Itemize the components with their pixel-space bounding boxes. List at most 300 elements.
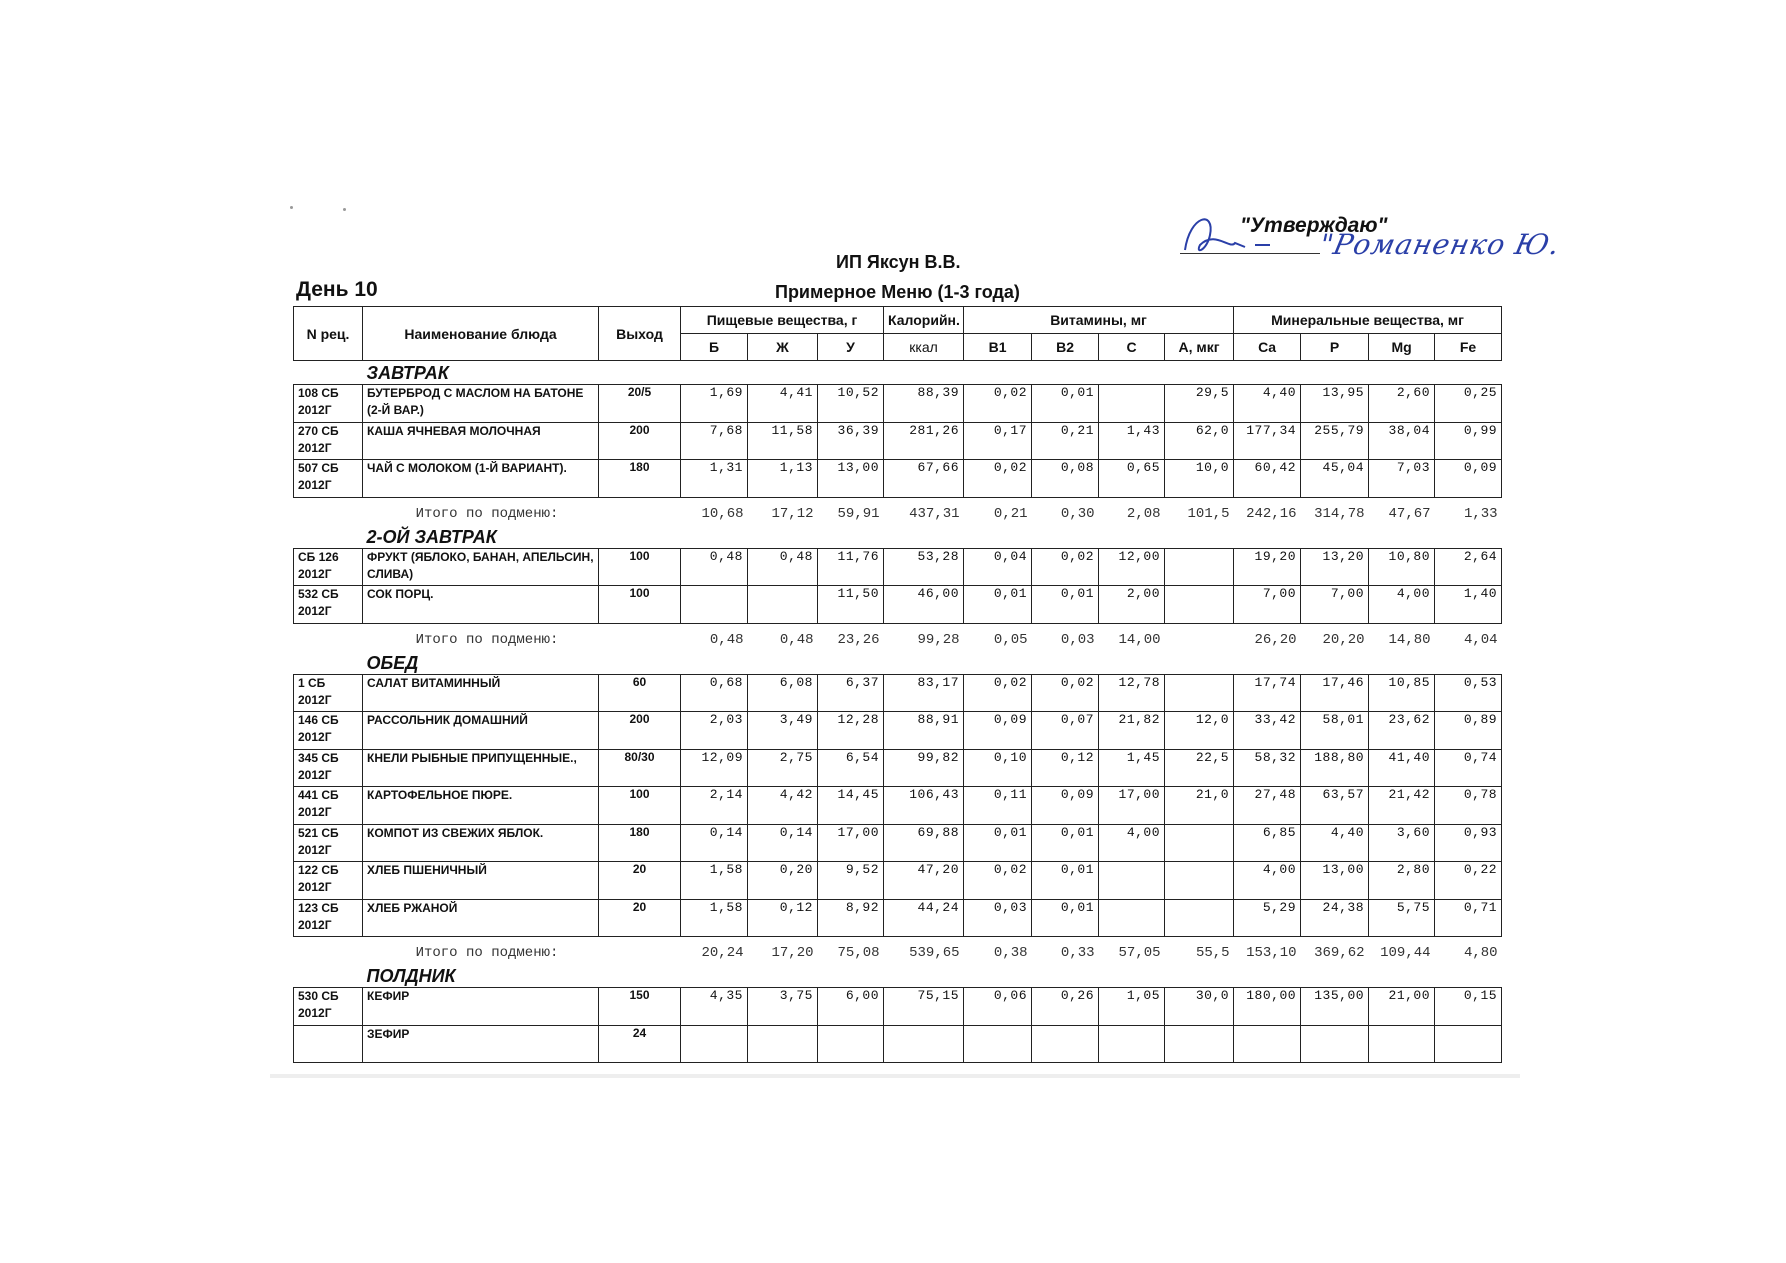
nutrient-value: 1,69 xyxy=(681,385,748,423)
nutrient-value: 1,05 xyxy=(1099,988,1165,1026)
nutrient-value: 6,00 xyxy=(818,988,884,1026)
subtotal-value: 23,26 xyxy=(837,631,880,648)
recipe-number xyxy=(294,824,363,862)
nutrient-value: 0,09 xyxy=(964,712,1032,750)
section-title: 2-ОЙ ЗАВТРАК xyxy=(366,526,497,547)
recipe-number-line: СБ 126 xyxy=(298,549,339,564)
nutrient-value: 4,42 xyxy=(748,787,818,825)
nutrient-value: 4,00 xyxy=(1234,862,1301,900)
section-header xyxy=(294,361,1502,385)
nutrient-value: 6,54 xyxy=(818,749,884,787)
nutrient-value: 17,00 xyxy=(818,824,884,862)
nutrient-value: 12,28 xyxy=(818,712,884,750)
nutrient-value xyxy=(1165,674,1234,712)
subtotal-value: 26,20 xyxy=(1254,631,1297,648)
organization-name: ИП Яксун В.В. xyxy=(836,252,961,272)
nutrient-value: 4,40 xyxy=(1234,385,1301,423)
nutrient-value: 13,00 xyxy=(818,460,884,498)
table-row xyxy=(294,899,1502,937)
nutrient-value: 75,15 xyxy=(884,988,964,1026)
recipe-number xyxy=(294,862,363,900)
col-b: Б xyxy=(681,334,748,361)
nutrient-value: 0,48 xyxy=(748,548,818,586)
recipe-number xyxy=(294,988,363,1026)
subtotal-row xyxy=(294,497,1502,524)
recipe-year-line: 2012Г xyxy=(298,604,332,618)
dish-name: КАША ЯЧНЕВАЯ МОЛОЧНАЯ xyxy=(363,422,599,460)
section-title: ПОЛДНИК xyxy=(366,966,456,986)
subtotal-value: 0,38 xyxy=(993,945,1028,962)
subtotal-value xyxy=(1165,623,1234,650)
recipe-number xyxy=(294,385,363,423)
nutrient-value xyxy=(1032,1025,1099,1063)
dish-output: 150 xyxy=(599,988,681,1026)
recipe-number-line: 123 СБ xyxy=(298,900,339,915)
recipe-number xyxy=(294,460,363,498)
dish-name: КОМПОТ ИЗ СВЕЖИХ ЯБЛОК. xyxy=(363,824,599,862)
dish-name: КЕФИР xyxy=(363,988,599,1026)
nutrient-value xyxy=(1234,1025,1301,1063)
nutrient-value: 1,43 xyxy=(1099,422,1165,460)
nutrient-value: 33,42 xyxy=(1234,712,1301,750)
nutrient-value: 0,02 xyxy=(1032,674,1099,712)
nutrient-value: 0,04 xyxy=(964,548,1032,586)
nutrient-value: 9,52 xyxy=(818,862,884,900)
nutrient-value: 38,04 xyxy=(1369,422,1435,460)
nutrient-value xyxy=(1301,1025,1369,1063)
nutrient-value: 1,31 xyxy=(681,460,748,498)
nutrient-value: 6,85 xyxy=(1234,824,1301,862)
table-row xyxy=(294,422,1502,460)
nutrient-value: 188,80 xyxy=(1301,749,1369,787)
nutrient-value: 0,01 xyxy=(1032,824,1099,862)
nutrient-value: 1,40 xyxy=(1435,586,1502,624)
subtotal-value: 55,5 xyxy=(1195,945,1230,962)
nutrient-value xyxy=(1165,586,1234,624)
recipe-year-line: 2012Г xyxy=(298,440,332,455)
recipe-year-line: 2012Г xyxy=(298,805,332,819)
nutrient-value: 0,09 xyxy=(1032,787,1099,825)
nutrient-value: 12,09 xyxy=(681,749,748,787)
dish-name: БУТЕРБРОД С МАСЛОМ НА БАТОНЕ (2-Й ВАР.) xyxy=(363,385,599,423)
nutrient-value: 19,20 xyxy=(1234,548,1301,586)
nutrient-value: 11,76 xyxy=(818,548,884,586)
nutrient-value: 0,22 xyxy=(1435,862,1502,900)
nutrient-value xyxy=(884,1025,964,1063)
subtotal-value: 369,62 xyxy=(1314,945,1365,962)
table-row xyxy=(294,988,1502,1026)
subtotal-value: 0,21 xyxy=(993,505,1028,522)
nutrient-value: 58,32 xyxy=(1234,749,1301,787)
recipe-year-line: 2012Г xyxy=(298,478,332,492)
nutrient-value: 4,41 xyxy=(748,385,818,423)
nutrient-value: 135,00 xyxy=(1301,988,1369,1026)
subtotal-value: 437,31 xyxy=(909,505,960,522)
subtotal-value: 539,65 xyxy=(909,945,960,962)
recipe-number xyxy=(294,899,363,937)
nutrient-value: 0,74 xyxy=(1435,749,1502,787)
nutrient-value: 12,0 xyxy=(1165,712,1234,750)
col-p: P xyxy=(1301,334,1369,361)
nutrient-value: 27,48 xyxy=(1234,787,1301,825)
nutrient-value: 0,68 xyxy=(681,674,748,712)
nutrient-value xyxy=(1099,385,1165,423)
nutrient-value: 0,99 xyxy=(1435,422,1502,460)
subtotal-value: 0,03 xyxy=(1060,631,1095,648)
dish-name: ФРУКТ (ЯБЛОКО, БАНАН, АПЕЛЬСИН, СЛИВА) xyxy=(363,548,599,586)
nutrient-value xyxy=(1369,1025,1435,1063)
col-kcal: ккал xyxy=(884,334,964,361)
nutrient-value: 0,14 xyxy=(681,824,748,862)
nutrient-value: 0,48 xyxy=(681,548,748,586)
col-rec: N рец. xyxy=(294,307,363,361)
dish-output: 20/5 xyxy=(599,385,681,423)
dish-output: 80/30 xyxy=(599,749,681,787)
nutrient-value: 10,80 xyxy=(1369,548,1435,586)
nutrient-value: 24,38 xyxy=(1301,899,1369,937)
recipe-year-line: 2012Г xyxy=(298,880,332,894)
table-row xyxy=(294,460,1502,498)
recipe-year-line: 2012Г xyxy=(298,566,332,581)
nutrient-value: 0,17 xyxy=(964,422,1032,460)
dish-output: 180 xyxy=(599,824,681,862)
nutrient-value: 99,82 xyxy=(884,749,964,787)
col-minerals: Минеральные вещества, мг xyxy=(1234,307,1502,334)
nutrient-value xyxy=(681,1025,748,1063)
nutrient-value: 30,0 xyxy=(1165,988,1234,1026)
subtotal-value: 4,80 xyxy=(1463,945,1498,962)
nutrient-value: 0,20 xyxy=(748,862,818,900)
nutrient-value: 281,26 xyxy=(884,422,964,460)
nutrient-value: 11,50 xyxy=(818,586,884,624)
dish-output: 100 xyxy=(599,787,681,825)
nutrient-value: 0,78 xyxy=(1435,787,1502,825)
nutrient-value: 4,00 xyxy=(1369,586,1435,624)
subtotal-value: 314,78 xyxy=(1314,505,1365,522)
nutrient-value: 0,12 xyxy=(1032,749,1099,787)
nutrient-value: 255,79 xyxy=(1301,422,1369,460)
nutrient-value: 0,01 xyxy=(1032,862,1099,900)
nutrient-value: 13,95 xyxy=(1301,385,1369,423)
nutrient-value: 2,64 xyxy=(1435,548,1502,586)
nutrient-value xyxy=(748,1025,818,1063)
subtotal-value: 14,00 xyxy=(1118,631,1161,648)
dish-name: СОК ПОРЦ. xyxy=(363,586,599,624)
nutrient-value: 2,03 xyxy=(681,712,748,750)
nutrient-value: 0,02 xyxy=(964,385,1032,423)
recipe-number xyxy=(294,712,363,750)
subtotal-value: 20,20 xyxy=(1322,631,1365,648)
recipe-year-line: 2012Г xyxy=(298,842,332,857)
nutrient-value: 0,01 xyxy=(964,824,1032,862)
subtotal-value: 1,33 xyxy=(1463,505,1498,522)
subtotal-value: 0,48 xyxy=(709,631,744,648)
section-header xyxy=(294,964,1502,988)
recipe-number xyxy=(294,586,363,624)
nutrient-value: 5,29 xyxy=(1234,899,1301,937)
recipe-number-line: 108 СБ xyxy=(298,386,339,400)
nutrient-value xyxy=(1099,862,1165,900)
col-c: C xyxy=(1099,334,1165,361)
section-title: ОБЕД xyxy=(366,652,419,673)
section-header xyxy=(294,524,1502,548)
nutrient-value xyxy=(964,1025,1032,1063)
dish-output: 100 xyxy=(599,586,681,624)
subtotal-value: 75,08 xyxy=(837,945,880,962)
subtotal-label: Итого по подменю: xyxy=(415,945,559,962)
nutrient-value: 2,75 xyxy=(748,749,818,787)
section-title: ЗАВТРАК xyxy=(366,363,449,383)
nutrient-value: 7,00 xyxy=(1234,586,1301,624)
nutrient-value: 0,03 xyxy=(964,899,1032,937)
subtotal-value: 0,33 xyxy=(1060,945,1095,962)
dish-output: 20 xyxy=(599,899,681,937)
nutrient-value: 0,06 xyxy=(964,988,1032,1026)
nutrient-value: 0,01 xyxy=(1032,899,1099,937)
nutrient-value: 2,14 xyxy=(681,787,748,825)
recipe-year-line: 2012Г xyxy=(298,1006,332,1020)
nutrient-value: 67,66 xyxy=(884,460,964,498)
recipe-number-line: 1 СБ xyxy=(298,675,326,690)
nutrient-value xyxy=(681,586,748,624)
recipe-number-line: 146 СБ xyxy=(298,713,339,727)
nutrient-value: 8,92 xyxy=(818,899,884,937)
nutrient-value: 46,00 xyxy=(884,586,964,624)
nutrient-value xyxy=(1099,899,1165,937)
recipe-year-line: 2012Г xyxy=(298,730,332,744)
table-row xyxy=(294,385,1502,423)
dish-name: ХЛЕБ РЖАНОЙ xyxy=(363,899,599,937)
nutrient-value: 0,53 xyxy=(1435,674,1502,712)
col-zh: Ж xyxy=(748,334,818,361)
nutrient-value: 0,26 xyxy=(1032,988,1099,1026)
table-row xyxy=(294,1025,1502,1063)
dish-name: КАРТОФЕЛЬНОЕ ПЮРЕ. xyxy=(363,787,599,825)
nutrient-value: 23,62 xyxy=(1369,712,1435,750)
nutrient-value: 44,24 xyxy=(884,899,964,937)
day-title: День 10 xyxy=(296,278,378,301)
dish-name: ЧАЙ С МОЛОКОМ (1-Й ВАРИАНТ). xyxy=(363,460,599,498)
nutrient-value: 1,58 xyxy=(681,862,748,900)
nutrient-value: 29,5 xyxy=(1165,385,1234,423)
nutrient-value: 10,0 xyxy=(1165,460,1234,498)
nutrient-value: 45,04 xyxy=(1301,460,1369,498)
table-row xyxy=(294,674,1502,712)
nutrient-value: 6,37 xyxy=(818,674,884,712)
section-spacer xyxy=(294,361,363,385)
nutrient-value: 12,78 xyxy=(1099,674,1165,712)
nutrient-value: 177,34 xyxy=(1234,422,1301,460)
section-spacer xyxy=(294,964,363,988)
nutrient-value: 62,0 xyxy=(1165,422,1234,460)
dish-output: 20 xyxy=(599,862,681,900)
subtotal-value: 0,05 xyxy=(993,631,1028,648)
recipe-number-line: 345 СБ xyxy=(298,750,339,765)
nutrient-value xyxy=(1165,1025,1234,1063)
nutrient-value: 0,01 xyxy=(964,586,1032,624)
nutrient-value: 4,00 xyxy=(1099,824,1165,862)
nutrient-value: 0,08 xyxy=(1032,460,1099,498)
nutrient-value: 88,91 xyxy=(884,712,964,750)
nutrient-value: 0,10 xyxy=(964,749,1032,787)
col-mg: Mg xyxy=(1369,334,1435,361)
nutrient-value: 0,01 xyxy=(1032,385,1099,423)
subtotal-value: 0,30 xyxy=(1060,505,1095,522)
col-name: Наименование блюда xyxy=(363,307,599,361)
nutrient-value: 21,42 xyxy=(1369,787,1435,825)
table-row xyxy=(294,586,1502,624)
dish-output: 200 xyxy=(599,422,681,460)
nutrient-value: 0,14 xyxy=(748,824,818,862)
nutrient-value: 7,68 xyxy=(681,422,748,460)
nutrient-value: 0,12 xyxy=(748,899,818,937)
section-header xyxy=(294,650,1502,674)
col-b2: B2 xyxy=(1032,334,1099,361)
nutrient-value: 69,88 xyxy=(884,824,964,862)
nutrient-value xyxy=(748,586,818,624)
col-calories: Калорийн. xyxy=(884,307,964,334)
col-ca: Ca xyxy=(1234,334,1301,361)
recipe-number xyxy=(294,674,363,712)
nutrient-value: 0,01 xyxy=(1032,586,1099,624)
signature-line xyxy=(1180,253,1320,254)
menu-table xyxy=(293,306,1502,1063)
subtotal-value: 57,05 xyxy=(1118,945,1161,962)
recipe-year-line: 2012Г xyxy=(298,767,332,782)
subtotal-value: 4,04 xyxy=(1463,631,1498,648)
subtotal-value: 14,80 xyxy=(1388,631,1431,648)
nutrient-value: 0,15 xyxy=(1435,988,1502,1026)
nutrient-value: 10,52 xyxy=(818,385,884,423)
nutrient-value: 1,58 xyxy=(681,899,748,937)
nutrient-value xyxy=(1165,899,1234,937)
scan-speck xyxy=(343,208,346,211)
table-row xyxy=(294,787,1502,825)
nutrient-value: 3,75 xyxy=(748,988,818,1026)
nutrient-value: 0,71 xyxy=(1435,899,1502,937)
nutrient-value: 60,42 xyxy=(1234,460,1301,498)
recipe-number-line: 521 СБ xyxy=(298,825,339,840)
recipe-year-line: 2012Г xyxy=(298,692,332,707)
recipe-year-line: 2012Г xyxy=(298,403,332,417)
nutrient-value: 22,5 xyxy=(1165,749,1234,787)
col-u: У xyxy=(818,334,884,361)
menu-body xyxy=(294,361,1502,1063)
nutrient-value: 13,20 xyxy=(1301,548,1369,586)
nutrient-value: 0,21 xyxy=(1032,422,1099,460)
subtotal-value: 47,67 xyxy=(1388,505,1431,522)
dish-name: РАССОЛЬНИК ДОМАШНИЙ xyxy=(363,712,599,750)
nutrient-value: 0,02 xyxy=(964,674,1032,712)
recipe-number-line: 532 СБ xyxy=(298,587,339,601)
nutrient-value: 13,00 xyxy=(1301,862,1369,900)
nutrient-value xyxy=(1165,824,1234,862)
subtotal-value: 242,16 xyxy=(1246,505,1297,522)
recipe-number xyxy=(294,749,363,787)
nutrient-value: 0,07 xyxy=(1032,712,1099,750)
nutrient-value xyxy=(1165,548,1234,586)
nutrient-value: 12,00 xyxy=(1099,548,1165,586)
nutrient-value: 83,17 xyxy=(884,674,964,712)
nutrient-value: 1,45 xyxy=(1099,749,1165,787)
nutrient-value: 17,74 xyxy=(1234,674,1301,712)
nutrient-value: 2,00 xyxy=(1099,586,1165,624)
subtotal-row xyxy=(294,937,1502,964)
nutrient-value: 0,02 xyxy=(1032,548,1099,586)
recipe-year-line: 2012Г xyxy=(298,917,332,932)
table-row xyxy=(294,824,1502,862)
subtotal-value: 2,08 xyxy=(1126,505,1161,522)
dish-output: 24 xyxy=(599,1025,681,1063)
nutrient-value xyxy=(1165,862,1234,900)
subtotal-row xyxy=(294,623,1502,650)
dish-output: 200 xyxy=(599,712,681,750)
scan-speck xyxy=(290,206,293,209)
recipe-number xyxy=(294,548,363,586)
nutrient-value: 47,20 xyxy=(884,862,964,900)
recipe-number-line: 507 СБ xyxy=(298,461,339,475)
nutrient-value: 2,60 xyxy=(1369,385,1435,423)
nutrient-value: 21,0 xyxy=(1165,787,1234,825)
nutrient-value: 0,65 xyxy=(1099,460,1165,498)
table-row xyxy=(294,749,1502,787)
nutrient-value xyxy=(1099,1025,1165,1063)
signature-name: "Романенко Ю. xyxy=(1316,228,1564,261)
nutrient-value: 106,43 xyxy=(884,787,964,825)
nutrient-value: 6,08 xyxy=(748,674,818,712)
subtotal-value: 0,48 xyxy=(779,631,814,648)
nutrient-value: 4,40 xyxy=(1301,824,1369,862)
nutrient-value: 0,09 xyxy=(1435,460,1502,498)
nutrient-value: 3,49 xyxy=(748,712,818,750)
table-row xyxy=(294,862,1502,900)
col-b1: B1 xyxy=(964,334,1032,361)
dish-output: 100 xyxy=(599,548,681,586)
nutrient-value: 14,45 xyxy=(818,787,884,825)
col-output: Выход xyxy=(599,307,681,361)
table-row xyxy=(294,548,1502,586)
recipe-number-line: 122 СБ xyxy=(298,863,339,877)
subtotal-label: Итого по подменю: xyxy=(415,631,559,648)
subtotal-value: 17,20 xyxy=(771,945,814,962)
nutrient-value: 7,03 xyxy=(1369,460,1435,498)
nutrient-value: 21,00 xyxy=(1369,988,1435,1026)
recipe-number-line: 270 СБ xyxy=(298,423,339,438)
nutrient-value: 1,13 xyxy=(748,460,818,498)
nutrient-value: 10,85 xyxy=(1369,674,1435,712)
dish-name: САЛАТ ВИТАМИННЫЙ xyxy=(363,674,599,712)
dish-name: КНЕЛИ РЫБНЫЕ ПРИПУЩЕННЫЕ., xyxy=(363,749,599,787)
dish-output: 180 xyxy=(599,460,681,498)
approval-label: "Утверждаю" xyxy=(1240,214,1388,237)
nutrient-value: 180,00 xyxy=(1234,988,1301,1026)
recipe-number-line: 441 СБ xyxy=(298,788,339,802)
nutrient-value: 41,40 xyxy=(1369,749,1435,787)
page-edge xyxy=(270,1074,1520,1078)
nutrient-value: 0,89 xyxy=(1435,712,1502,750)
subtotal-value: 99,28 xyxy=(917,631,960,648)
subtotal-value: 153,10 xyxy=(1246,945,1297,962)
subtotal-value: 20,24 xyxy=(701,945,744,962)
nutrient-value: 11,58 xyxy=(748,422,818,460)
nutrient-value: 4,35 xyxy=(681,988,748,1026)
subtotal-value: 17,12 xyxy=(771,505,814,522)
nutrient-value xyxy=(1435,1025,1502,1063)
nutrient-value: 17,46 xyxy=(1301,674,1369,712)
subtotal-value: 109,44 xyxy=(1380,945,1431,962)
recipe-number xyxy=(294,1025,363,1063)
col-vitamins: Витамины, мг xyxy=(964,307,1234,334)
